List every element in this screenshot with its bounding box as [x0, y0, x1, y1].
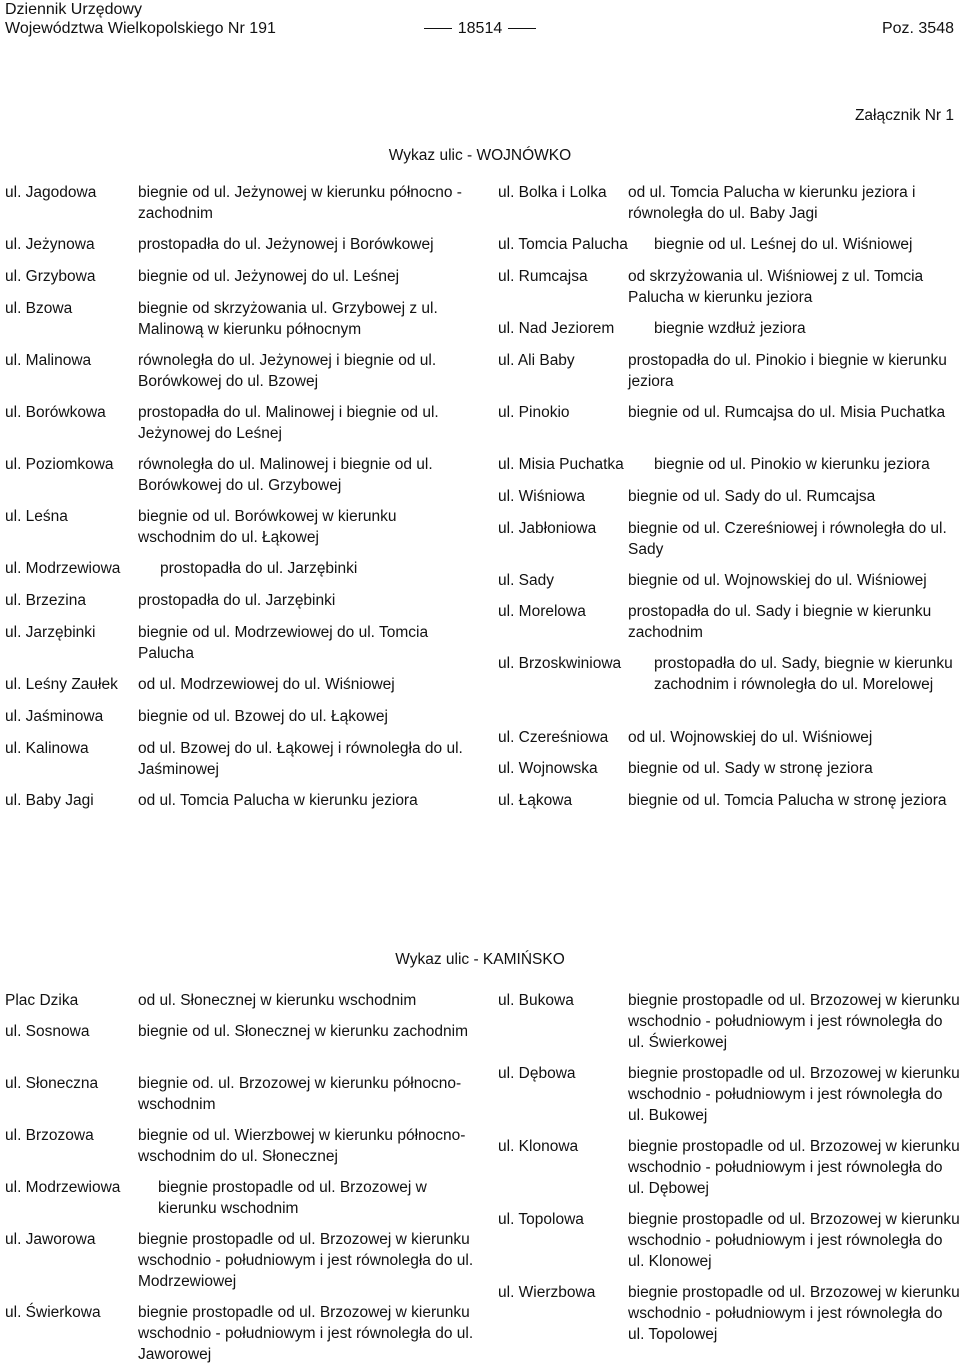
- dash-right: [508, 28, 536, 29]
- street-name: ul. Ali Baby: [498, 352, 575, 369]
- street-name: ul. Bolka i Lolka: [498, 184, 607, 201]
- street-name: ul. Brzezina: [5, 592, 86, 609]
- street-description: biegnie od ul. Modrzewiowej do ul. Tomcia Palucha: [138, 624, 429, 662]
- street-description: biegnie od ul. Borówkowej w kierunku wschodnim do ul. Łąkowej: [138, 508, 397, 546]
- position-number: Poz. 3548: [881, 20, 954, 37]
- street-name: ul. Grzybowa: [5, 268, 96, 285]
- dash-left: [424, 28, 452, 29]
- street-name: ul. Sosnowa: [5, 1023, 90, 1040]
- street-description: biegnie prostopadle od ul. Brzozowej w kierunku wschodnio - południowym i jest równoległa do ul. Modrzewiowej: [138, 1231, 474, 1290]
- street-description: biegnie prostopadle od ul. Brzozowej w kierunku wschodnio - południowym i jest równoległa do ul. Jaworowej: [138, 1304, 474, 1363]
- street-description: prostopadła do ul. Jeżynowej i Borówkowej: [138, 236, 434, 253]
- street-description: od skrzyżowania ul. Wiśniowej z ul. Tomcia Palucha w kierunku jeziora: [628, 268, 924, 306]
- street-name: ul. Leśny Zaułek: [5, 676, 118, 693]
- street-description: biegnie od. ul. Brzozowej w kierunku północno-wschodnim: [138, 1075, 462, 1113]
- street-description: biegnie od ul. Jeżynowej do ul. Leśnej: [138, 268, 400, 285]
- street-description: równoległa do ul. Malinowej i biegnie od ul. Borówkowej do ul. Grzybowej: [138, 456, 433, 494]
- street-name: ul. Klonowa: [498, 1138, 579, 1155]
- journal-title: Dziennik Urzędowy: [5, 1, 142, 18]
- street-description: biegnie od ul. Pinokio w kierunku jeziora: [654, 456, 930, 473]
- street-description: od ul. Słonecznej w kierunku wschodnim: [138, 992, 417, 1009]
- street-name: ul. Malinowa: [5, 352, 92, 369]
- street-name: ul. Dębowa: [498, 1065, 576, 1082]
- street-name: ul. Bzowa: [5, 300, 73, 317]
- street-name: ul. Leśna: [5, 508, 68, 525]
- street-description: biegnie prostopadle od ul. Brzozowej w kierunku wschodnio - południowym i jest równoległa do ul. Świerkowej: [628, 992, 960, 1051]
- street-description: biegnie wzdłuż jeziora: [654, 320, 806, 337]
- street-description: biegnie od ul. Słonecznej w kierunku zachodnim: [138, 1023, 469, 1040]
- street-description: biegnie od ul. Sady w stronę jeziora: [628, 760, 873, 777]
- street-description: biegnie od ul. Rumcajsa do ul. Misia Puchatka: [628, 404, 946, 421]
- street-name: ul. Jaworowa: [5, 1231, 96, 1248]
- street-name: ul. Słoneczna: [5, 1075, 99, 1092]
- section-title-wojnowko: Wykaz ulic - WOJNÓWKO: [388, 147, 572, 164]
- street-name: ul. Poziomkowa: [5, 456, 114, 473]
- street-name: ul. Wierzbowa: [498, 1284, 596, 1301]
- street-name: ul. Rumcajsa: [498, 268, 588, 285]
- street-name: ul. Jaśminowa: [5, 708, 104, 725]
- street-description: prostopadła do ul. Pinokio i biegnie w kierunku jeziora: [628, 352, 947, 390]
- street-description: biegnie od ul. Wierzbowej w kierunku północno-wschodnim do ul. Słonecznej: [138, 1127, 466, 1165]
- journal-subtitle: Województwa Wielkopolskiego Nr 191: [5, 20, 276, 37]
- street-description: prostopadła do ul. Sady, biegnie w kierunku zachodnim i równoległa do ul. Morelowej: [654, 655, 953, 693]
- street-name: ul. Nad Jeziorem: [498, 320, 615, 337]
- street-name: ul. Jeżynowa: [5, 236, 95, 253]
- attachment-label: Załącznik Nr 1: [854, 107, 954, 124]
- street-description: od ul. Tomcia Palucha w kierunku jeziora i równoległa do ul. Baby Jagi: [628, 184, 916, 222]
- street-description: prostopadła do ul. Sady i biegnie w kierunku zachodnim: [628, 603, 932, 641]
- street-description: biegnie prostopadle od ul. Brzozowej w kierunku wschodnio - południowym i jest równoległa do ul. Klonowej: [628, 1211, 960, 1270]
- street-description: biegnie prostopadle od ul. Brzozowej w kierunku wschodnio - południowym i jest równoległa do ul. Dębowej: [628, 1138, 960, 1197]
- street-description: od ul. Tomcia Palucha w kierunku jeziora: [138, 792, 418, 809]
- street-description: biegnie od ul. Wojnowskiej do ul. Wiśniowej: [628, 572, 927, 589]
- street-name: ul. Brzozowa: [5, 1127, 94, 1144]
- street-name: ul. Wiśniowa: [498, 488, 585, 505]
- street-name: ul. Jabłoniowa: [498, 520, 597, 537]
- street-description: równoległa do ul. Jeżynowej i biegnie od ul. Borówkowej do ul. Bzowej: [138, 352, 437, 390]
- street-description: biegnie od ul. Jeżynowej w kierunku północno - zachodnim: [138, 184, 462, 222]
- street-name: ul. Jarzębinki: [5, 624, 96, 641]
- street-name: ul. Bukowa: [498, 992, 574, 1009]
- street-name: ul. Pinokio: [498, 404, 570, 421]
- street-name: ul. Borówkowa: [5, 404, 106, 421]
- street-description: od ul. Bzowej do ul. Łąkowej i równoległa do ul. Jaśminowej: [138, 740, 463, 778]
- street-description: prostopadła do ul. Jarzębinki: [138, 592, 336, 609]
- street-name: Plac Dzika: [5, 992, 79, 1009]
- street-name: ul. Brzoskwiniowa: [498, 655, 622, 672]
- street-name: ul. Modrzewiowa: [5, 1179, 121, 1196]
- street-name: ul. Modrzewiowa: [5, 560, 121, 577]
- street-name: ul. Łąkowa: [498, 792, 573, 809]
- street-description: od ul. Modrzewiowej do ul. Wiśniowej: [138, 676, 395, 693]
- street-name: ul. Tomcia Palucha: [498, 236, 628, 253]
- street-name: ul. Baby Jagi: [5, 792, 94, 809]
- street-description: biegnie od ul. Bzowej do ul. Łąkowej: [138, 708, 388, 725]
- street-name: ul. Sady: [498, 572, 555, 589]
- section-title-kaminsko: Wykaz ulic - KAMIŃSKO: [395, 951, 565, 968]
- street-description: od ul. Wojnowskiej do ul. Wiśniowej: [628, 729, 873, 746]
- street-name: ul. Wojnowska: [498, 760, 598, 777]
- street-description: biegnie od ul. Tomcia Palucha w stronę jeziora: [628, 792, 947, 809]
- street-description: biegnie prostopadle od ul. Brzozowej w kierunku wschodnio - południowym i jest równoległa do ul. Bukowej: [628, 1065, 960, 1124]
- street-description: biegnie prostopadle od ul. Brzozowej w kierunku wschodnim: [158, 1179, 427, 1217]
- street-name: ul. Czereśniowa: [498, 729, 609, 746]
- street-name: ul. Morelowa: [498, 603, 586, 620]
- street-description: prostopadła do ul. Malinowej i biegnie od ul. Jeżynowej do Leśnej: [138, 404, 439, 442]
- street-name: ul. Kalinowa: [5, 740, 89, 757]
- street-name: ul. Świerkowa: [5, 1304, 101, 1321]
- street-name: ul. Misia Puchatka: [498, 456, 624, 473]
- street-description: biegnie od ul. Leśnej do ul. Wiśniowej: [654, 236, 913, 253]
- street-description: biegnie od ul. Czereśniowej i równoległa do ul. Sady: [628, 520, 947, 558]
- street-description: biegnie od skrzyżowania ul. Grzybowej z ul. Malinową w kierunku północnym: [138, 300, 438, 338]
- street-description: biegnie prostopadle od ul. Brzozowej w kierunku wschodnio - południowym i jest równoległa do ul. Topolowej: [628, 1284, 960, 1343]
- street-description: biegnie od ul. Sady do ul. Rumcajsa: [628, 488, 876, 505]
- street-description: prostopadła do ul. Jarzębinki: [160, 560, 358, 577]
- street-name: ul. Topolowa: [498, 1211, 584, 1228]
- page-number: 18514: [0, 19, 960, 38]
- street-name: ul. Jagodowa: [5, 184, 97, 201]
